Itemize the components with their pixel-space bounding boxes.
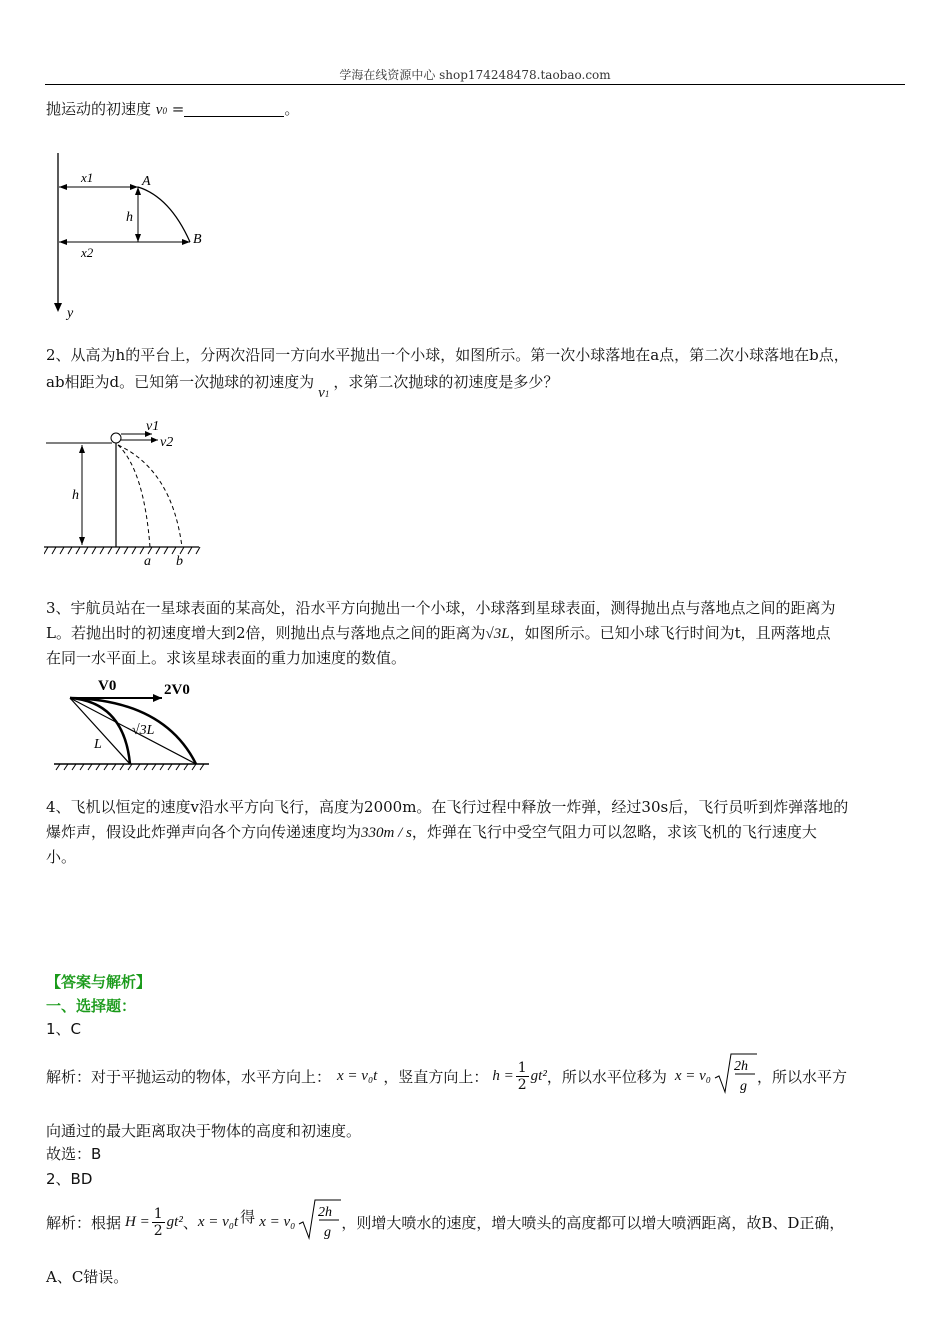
- a1-frac-half: $\frac{1}{2}$: [517, 1059, 527, 1093]
- fig2-label-v1: v1: [146, 419, 160, 434]
- fig1-label-b: B: [193, 232, 202, 247]
- q3-line-3: 在同一水平面上。求该星球表面的重力加速度的数值。: [46, 649, 407, 667]
- header-rule: [45, 84, 905, 85]
- a1-eq-h-lhs: h =: [492, 1067, 514, 1084]
- a1-eq-x2-lhs: x = v₀: [674, 1067, 711, 1084]
- q1-tail-text: 抛运动的初速度: [46, 100, 152, 118]
- fig3-label-2v0: 2V0: [164, 682, 190, 698]
- q1-tail: [46, 98, 299, 119]
- fig2-label-v2: v2: [160, 435, 174, 450]
- answers-section-choice: 一、选择题：: [46, 997, 137, 1015]
- q4-line-1: 4、飞机以恒定的速度v沿水平方向飞行，高度为2000m。在飞行过程中释放一炸弹，经过30s后，飞行员听到炸弹落地的: [46, 798, 849, 816]
- q1-blank: [184, 104, 284, 117]
- q1-v0: v0: [155, 102, 167, 118]
- q4-line-3: 小。: [46, 848, 77, 866]
- q1-end: 。: [284, 100, 300, 118]
- fig2-label-a: a: [144, 554, 151, 569]
- q2-line-1: 2、从高为h的平台上，分两次沿同一方向水平抛出一个小球，如图所示。第一次小球落地在a点，第二次小球落地在b点，: [46, 346, 849, 364]
- a1-sqrt-2h-g: [713, 1052, 757, 1100]
- fig1-label-a: A: [142, 174, 151, 189]
- fig3-label-l: L: [94, 737, 102, 752]
- a2-eq-x2-lhs: x = v₀: [259, 1213, 296, 1230]
- q3-line-1: 3、宇航员站在一星球表面的某高处，沿水平方向抛出一个小球，小球落到星球表面，测得抛出点与落地点之间的距离为: [46, 599, 836, 617]
- figure-2-platform: [44, 415, 204, 570]
- svg-text:g: g: [740, 1079, 747, 1094]
- fig3-label-sqrt3l: √3L: [132, 723, 155, 738]
- answer-2-explanation-2: A、C错误。: [46, 1268, 129, 1286]
- q4-line-2: 爆炸声，假设此炸弹声向各个方向传递速度均为330m / s，炸弹在飞行中受空气阻力可以忽略，求该飞机的飞行速度大: [46, 823, 817, 841]
- q3-line-2: L。若抛出时的初速度增大到2倍，则抛出点与落地点之间的距离为√3L，如图所示。已知小球飞行时间为t，且两落地点: [46, 624, 831, 642]
- fig3-label-v0: V0: [98, 678, 117, 694]
- answer-1-choice: 故选：B: [46, 1145, 102, 1163]
- answer-2: 2、BD: [46, 1170, 93, 1188]
- page-header: 学海在线资源中心 shop174248478.taobao.com: [339, 68, 611, 82]
- svg-text:2h: 2h: [318, 1205, 333, 1220]
- answer-1-explanation-2: 向通过的最大距离取决于物体的高度和初速度。: [46, 1122, 362, 1140]
- q2-v1: v1: [318, 385, 330, 401]
- figure-3-planet-throw: [54, 672, 214, 772]
- answer-1-explanation: 解析：对于平抛运动的物体，水平方向上： x = v₀t ，竖直方向上： h = $\frac{1}{2}$ gt² ，所以水平位移为 x = v₀ 2h g ，所以水平方: [46, 1052, 847, 1100]
- fig1-label-y: y: [67, 306, 74, 321]
- fig2-label-b: b: [176, 554, 183, 569]
- a1-eq-h-rhs: gt²: [530, 1067, 547, 1084]
- fig1-label-x2: x2: [81, 245, 94, 260]
- a2-sqrt-2h-g: [297, 1198, 341, 1246]
- a1-eq-x: x = v₀t: [337, 1067, 378, 1084]
- a2-eq-x: x = v₀t: [197, 1213, 239, 1230]
- a2-eq-h-rhs: gt²: [166, 1213, 183, 1230]
- a2-frac-half: $\frac{1}{2}$: [153, 1205, 163, 1239]
- answer-2-explanation: 解析：根据 H = $\frac{1}{2}$ gt² 、 x = v₀t 得 x = v₀ 2h g ，则增大喷水的速度，增大喷头的高度都可以增大喷洒距离，故B、D正确，: [46, 1198, 844, 1246]
- figure-1-trajectory: [45, 145, 220, 325]
- fig1-label-x1: x1: [81, 170, 94, 185]
- q4-speed: 330m / s: [361, 825, 412, 841]
- fig1-label-h: h: [126, 210, 133, 225]
- q1-eq: =: [171, 100, 185, 118]
- a2-eq-h-lhs: H =: [125, 1213, 150, 1230]
- fig2-label-h: h: [72, 488, 79, 503]
- answer-1: 1、C: [46, 1020, 82, 1038]
- answers-heading: 【答案与解析】: [46, 973, 152, 991]
- q2-line-2: ab相距为d。已知第一次抛球的初速度为v1，求第二次抛球的初速度是多少？: [46, 373, 559, 401]
- svg-text:2h: 2h: [734, 1059, 748, 1074]
- q3-sqrt3L: √3L: [485, 626, 510, 642]
- svg-text:g: g: [324, 1225, 332, 1240]
